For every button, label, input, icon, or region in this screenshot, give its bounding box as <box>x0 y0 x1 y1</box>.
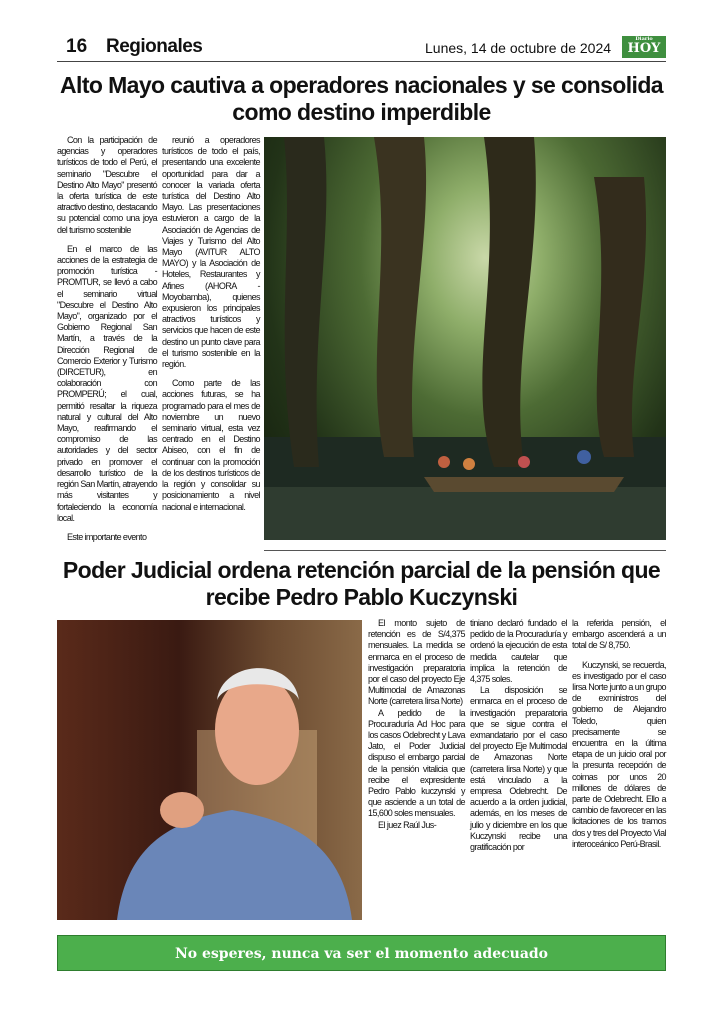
article2-column-3 <box>572 618 666 928</box>
article1-headline: Alto Mayo cautiva a operadores nacionales y se consolida como destino imperdible <box>60 72 663 125</box>
paragraph: La disposición se enmarca en el proceso de investigación preparatoria que se sigue contra el exmandatario por el caso del proyecto Eje Multimodal de Amazonas Norte (carretera Iirsa Norte) y que está vinculado a la empresa Odebrecht. De acuerdo a la orden judicial, además, en los meses de julio y diciembre en los que Kuczynski recibe una gratificación por <box>470 685 567 853</box>
slogan-banner: No esperes, nunca va ser el momento adecuado <box>57 935 666 971</box>
logo-top-text: Diario <box>635 36 653 42</box>
paragraph: Como parte de las acciones futuras, se ha programado para el mes de noviembre un nuevo seminario virtual, esta vez centrado en el Destino Abiseo, con el fin de continuar con la promoción de los destinos turísticos de la región y consolidar su posicionamiento a nivel nacional e internacional. <box>162 378 260 512</box>
paragraph: El juez Raúl Jus- <box>378 819 437 830</box>
article-divider <box>264 550 666 551</box>
paragraph: Con la participación de agencias y operadores turísticos de todo el Perú, el seminario "Descubre el Destino Alto Mayo" presentó la oferta turística de este atractivo destino, destacando su potencial como una joya del turismo sostenible <box>57 135 157 235</box>
issue-date: Lunes, 14 de octubre de 2024 <box>425 40 612 56</box>
paragraph: En el marco de las acciones de la estrategia de promoción turística - PROMTUR, se llevó a cabo el seminario virtual "Descubre el Destino Alto Mayo", organizado por el Gobierno Regional San Martín, a través de la Dirección Regional de Comercio Exterior y Turismo (DIRCETUR), en colaboración con PROMPERÚ; el cual, permitió resaltar la riqueza natural y cultural del Alto Mayo, reafirmando el compromiso de las autoridades y del sector privado en promover el desarrollo turístico de la región San Martín, atrayendo más visitantes y fortaleciendo la economía local. <box>57 243 157 523</box>
paragraph: reunió a operadores turísticos de todo el país, presentando una excelente oportunidad para dar a conocer la variada oferta turística del Destino Alto Mayo. Las presentaciones estuvieron a cargo de la Asociación de Agencias de Viajes y Turismo del Alto Mayo (AVITUR ALTO MAYO) y la Asociación de Hoteles, Restaurantes y Afines (AHORA - Moyobamba), quienes expusieron los principales atractivos turísticos y servicios que hacen de este destino un punto clave para el turismo sostenible en la región. <box>162 135 260 370</box>
article2-headline: Poder Judicial ordena retención parcial de la pensión que recibe Pedro Pablo Kuczynski <box>62 557 661 610</box>
page-number: 16 <box>66 36 88 57</box>
article2-column-1 <box>368 618 465 928</box>
paragraph: Este importante evento <box>67 531 147 542</box>
newspaper-logo <box>622 36 666 58</box>
kuczynski-portrait-photo <box>57 620 362 920</box>
paragraph: El monto sujeto de retención es de S/4,375 mensuales. La medida se enmarca en el proceso de investigación preparatoria por el caso del proyecto Eje Multimodal de Amazonas Norte (carretera Iirsa Norte) <box>368 618 465 707</box>
paragraph: la referida pensión, el embargo ascenderá a un total de S/ 8,750. <box>572 618 666 651</box>
article2-column-2 <box>470 618 567 928</box>
header-divider <box>57 61 666 62</box>
logo-main-text: HOY <box>627 41 661 56</box>
paragraph: A pedido de la Procuraduría Ad Hoc para los casos Odebrecht y Lava Jato, el Poder Judicial dispuso el embargo parcial de la pensión vitalicia que recibe el expresidente Pedro Pablo kuczynski y que asciende a un total de 15,600 soles mensuales. <box>368 707 465 819</box>
paragraph: tiniano declaró fundado el pedido de la Procuraduría y ordenó la ejecución de esta medida cautelar que implica la retención de 4,375 soles. <box>470 618 567 685</box>
jungle-river-boat-photo <box>264 137 666 540</box>
article1-column-2 <box>162 135 260 548</box>
paragraph: Kuczynski, se recuerda, es investigado por el caso Iirsa Norte junto a un grupo de exministros del gobierno de Alejandro Toledo, quien precisamente se encuentra en la última etapa de un juicio oral por la presunta recepción de coimas por unos 20 millones de dólares de parte de Odebrecht. Ello a cambio de favorecer en las licitaciones de los tramos dos y tres del Proyecto Vial interoceánico Perú-Brasil. <box>572 659 666 849</box>
section-title: Regionales <box>106 36 203 57</box>
article1-column-1 <box>57 135 157 548</box>
